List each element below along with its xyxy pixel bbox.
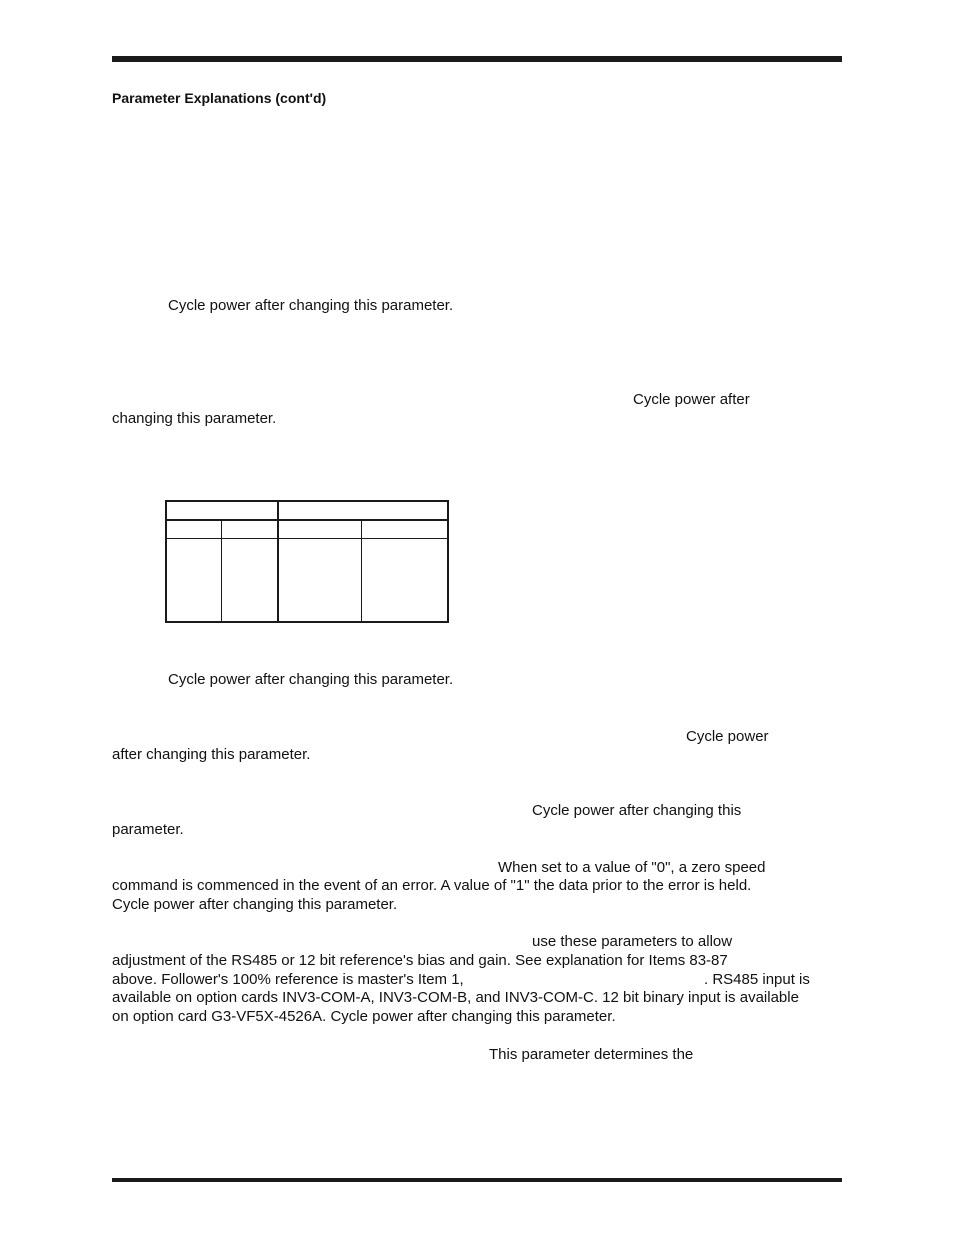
- note-cycle-power-5a: Cycle power after changing this: [532, 802, 742, 819]
- note-cycle-power-4b: after changing this parameter.: [112, 746, 311, 763]
- note-cycle-power-5b: parameter.: [112, 821, 184, 838]
- error-hold-line-2: command is commenced in the event of an error. A value of "1" the data prior to the error is held.: [112, 877, 752, 894]
- bias-gain-line-5: on option card G3-VF5X-4526A. Cycle power after changing this parameter.: [112, 1008, 616, 1025]
- table-col-divider-3: [361, 521, 362, 621]
- table-col-divider-2: [277, 502, 279, 621]
- determines-line-1: This parameter determines the: [489, 1046, 694, 1063]
- note-cycle-power-2a: Cycle power after: [633, 391, 750, 408]
- note-cycle-power-2b: changing this parameter.: [112, 410, 277, 427]
- bottom-rule: [112, 1178, 842, 1182]
- note-cycle-power-1: Cycle power after changing this parameter.: [168, 297, 454, 314]
- section-heading: Parameter Explanations (cont'd): [112, 90, 327, 106]
- note-cycle-power-3: Cycle power after changing this parameter.: [168, 671, 454, 688]
- table-rule-subheader: [167, 538, 447, 539]
- note-cycle-power-4a: Cycle power: [686, 728, 769, 745]
- bias-gain-line-3b: . RS485 input is: [704, 971, 810, 988]
- top-rule: [112, 56, 842, 62]
- bias-gain-line-4: available on option cards INV3-COM-A, INV3-COM-B, and INV3-COM-C. 12 bit binary input is available: [112, 989, 799, 1006]
- table-col-divider-1: [221, 521, 222, 621]
- bias-gain-line-2: adjustment of the RS485 or 12 bit reference's bias and gain. See explanation for Items 83-87: [112, 952, 728, 969]
- table-rule-header: [167, 519, 447, 521]
- parameter-table: [165, 500, 449, 623]
- bias-gain-line-1: use these parameters to allow: [532, 933, 733, 950]
- error-hold-line-1: When set to a value of "0", a zero speed: [498, 859, 766, 876]
- error-hold-line-3: Cycle power after changing this parameter.: [112, 896, 398, 913]
- bias-gain-line-3a: above. Follower's 100% reference is master's Item 1,: [112, 971, 464, 988]
